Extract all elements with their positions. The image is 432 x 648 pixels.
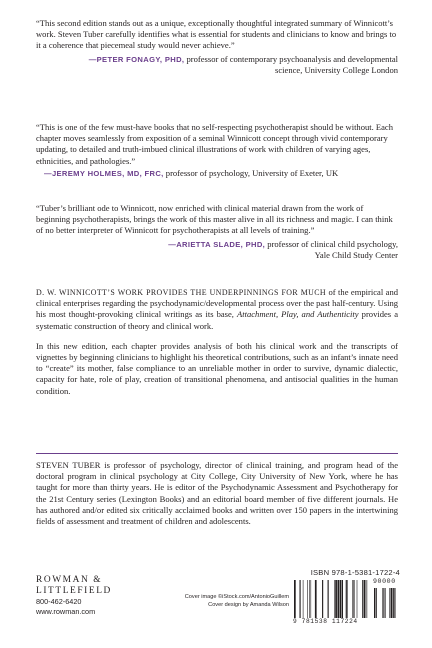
barcode-bar (328, 580, 329, 618)
barcode-bar (391, 588, 393, 618)
author-bio-paragraph (36, 460, 398, 527)
quote-author-affiliation: professor of psychology, University of Exeter, UK (163, 167, 339, 178)
barcode-bar (309, 580, 310, 618)
barcode-bar (352, 580, 353, 618)
barcode-bar (376, 588, 377, 618)
barcode-bar (357, 580, 358, 618)
quote-attribution (36, 54, 398, 76)
barcode-bar (307, 580, 308, 618)
barcode-bar (335, 580, 337, 618)
barcode-bar (394, 588, 395, 618)
barcode-bars-main (293, 580, 369, 618)
barcode-bar (337, 580, 339, 618)
quote-author-affiliation: professor of contemporary psychoanalysis and developmental science, University College London (184, 53, 398, 75)
isbn-barcode (293, 568, 400, 630)
barcode-bar (342, 580, 343, 618)
description-text: of the empirical and clinical enterprises regarding the psychodynamic/developmental process over the past half-century. Using his most thought-provoking clinical writings as its base, (36, 287, 398, 320)
description-lead-caps: D. W. WINNICOTT’S WORK PROVIDES THE UNDERPINNINGS FOR MUCH (36, 288, 327, 297)
barcode-bar (311, 580, 312, 618)
quote-text: “Tuber’s brilliant ode to Winnicott, now enriched with clinical material drawn from the work of beginning psychotherapists, brings the work of this master alive in all its richness and magic. I can think of no better interpreter of Winnicott for psychotherapists at all levels of training.” (36, 203, 393, 236)
quote-author-name: —JEREMY HOLMES, MD, FRC, (44, 168, 164, 178)
barcode-bar (393, 588, 394, 618)
barcode-bar (374, 588, 375, 618)
quote-author-affiliation-line2: Yale Child Study Center (314, 249, 398, 260)
cover-design-credit: Cover design by Amanda Wilson (208, 601, 289, 608)
barcode-bar (366, 580, 367, 618)
isbn-number: ISBN 978-1-5381-1722-4 (310, 568, 400, 577)
quote-author-name: —ARIETTA SLADE, PHD, (168, 239, 266, 249)
publisher-name-line2: LITTLEFIELD (36, 586, 112, 596)
publisher-name-line1: ROWMAN & (36, 575, 103, 585)
publisher-logo (36, 575, 146, 617)
cover-credits (177, 594, 289, 609)
barcode-bar (322, 580, 323, 618)
barcode-bars-addon (373, 588, 399, 618)
barcode-bar (347, 580, 348, 618)
quote-attribution (36, 239, 398, 261)
author-bio (36, 460, 398, 527)
publisher-phone: 800-462-6420 (36, 597, 82, 606)
author-bio-text: is professor of psychology, director of clinical training, and program head of the doctoral program in clinical psychology at City College, City University of New York, where he has taught for more than thirty years. He is editor of the Psychodynamic Assessment and Psychotherapy for the 21st Century series (Lexington Books) and an editorial board member of five different journals. He has authored and/or edited six critically acclaimed books and written over 150 papers in the intertwining fields of assessment and treatment of children and adolescents. (36, 460, 398, 527)
description-paragraph-1 (36, 287, 398, 332)
barcode-bar (346, 580, 347, 618)
barcode-digits: 9 781538 117224 (293, 618, 358, 625)
barcode-bar (300, 580, 301, 618)
price-code: 90000 (373, 578, 396, 585)
quote-author-affiliation: professor of clinical child psychology, (265, 238, 398, 249)
barcode-bar (383, 588, 384, 618)
barcode-bar (362, 580, 363, 618)
divider-rule (36, 453, 398, 454)
publisher-url: www.rowman.com (36, 607, 96, 616)
barcode-bar (353, 580, 354, 618)
description-text-end: provides a systematic construction of theory and clinical work. (36, 309, 398, 331)
barcode-bar (367, 580, 368, 618)
barcode-bar (303, 580, 304, 618)
description-paragraph-2: In this new edition, each chapter provides analysis of both his clinical work and the transcripts of vignettes by beginning clinicians to highlight his theoretical contributions, such as an infant’s innate need to “create” its mother, false compliance to an unreliable mother in order to survive, dynamic dialectic, capacity for hate, role of play, creation of transitional phenomena, and antisocial qualities in the human condition. (36, 340, 398, 396)
barcode-bar (364, 580, 365, 618)
quote-block-2 (36, 122, 398, 179)
barcode-bar (382, 588, 383, 618)
barcode-bar (340, 580, 342, 618)
book-description (36, 287, 398, 397)
quote-text: “This second edition stands out as a unique, exceptionally thoughtful integrated summary of Winnicott’s work. Steven Tuber carefully identifies what is essential for students and clinicians to know and brings to it a coherence that piecemeal study would never achieve.” (36, 18, 397, 51)
barcode-bar (294, 580, 296, 618)
barcode-bar (315, 580, 317, 618)
quote-text: “This is one of the few must-have books that no self-respecting psychotherapist should be without. Each chapter moves seamlessly from exposition of a seminal Winnicott concept through vivid contemporary updating, to detailed and truth-imbued clinical illustrations of work with children of varying ages, ethnicities, and pathologies.” (36, 122, 393, 166)
quote-block-3 (36, 203, 398, 261)
barcode-bar (385, 588, 386, 618)
quote-block-1 (36, 18, 398, 76)
book-title: Attachment, Play, and Authenticity (237, 309, 359, 320)
quote-author-name: —PETER FONAGY, PHD, (88, 54, 185, 64)
cover-image-credit: Cover image ©iStock.com/AntonioGuillem (184, 594, 289, 600)
barcode-bar (389, 588, 390, 618)
quote-attribution (36, 168, 398, 179)
author-name: STEVEN TUBER (36, 460, 101, 470)
barcode-bar (334, 580, 335, 618)
